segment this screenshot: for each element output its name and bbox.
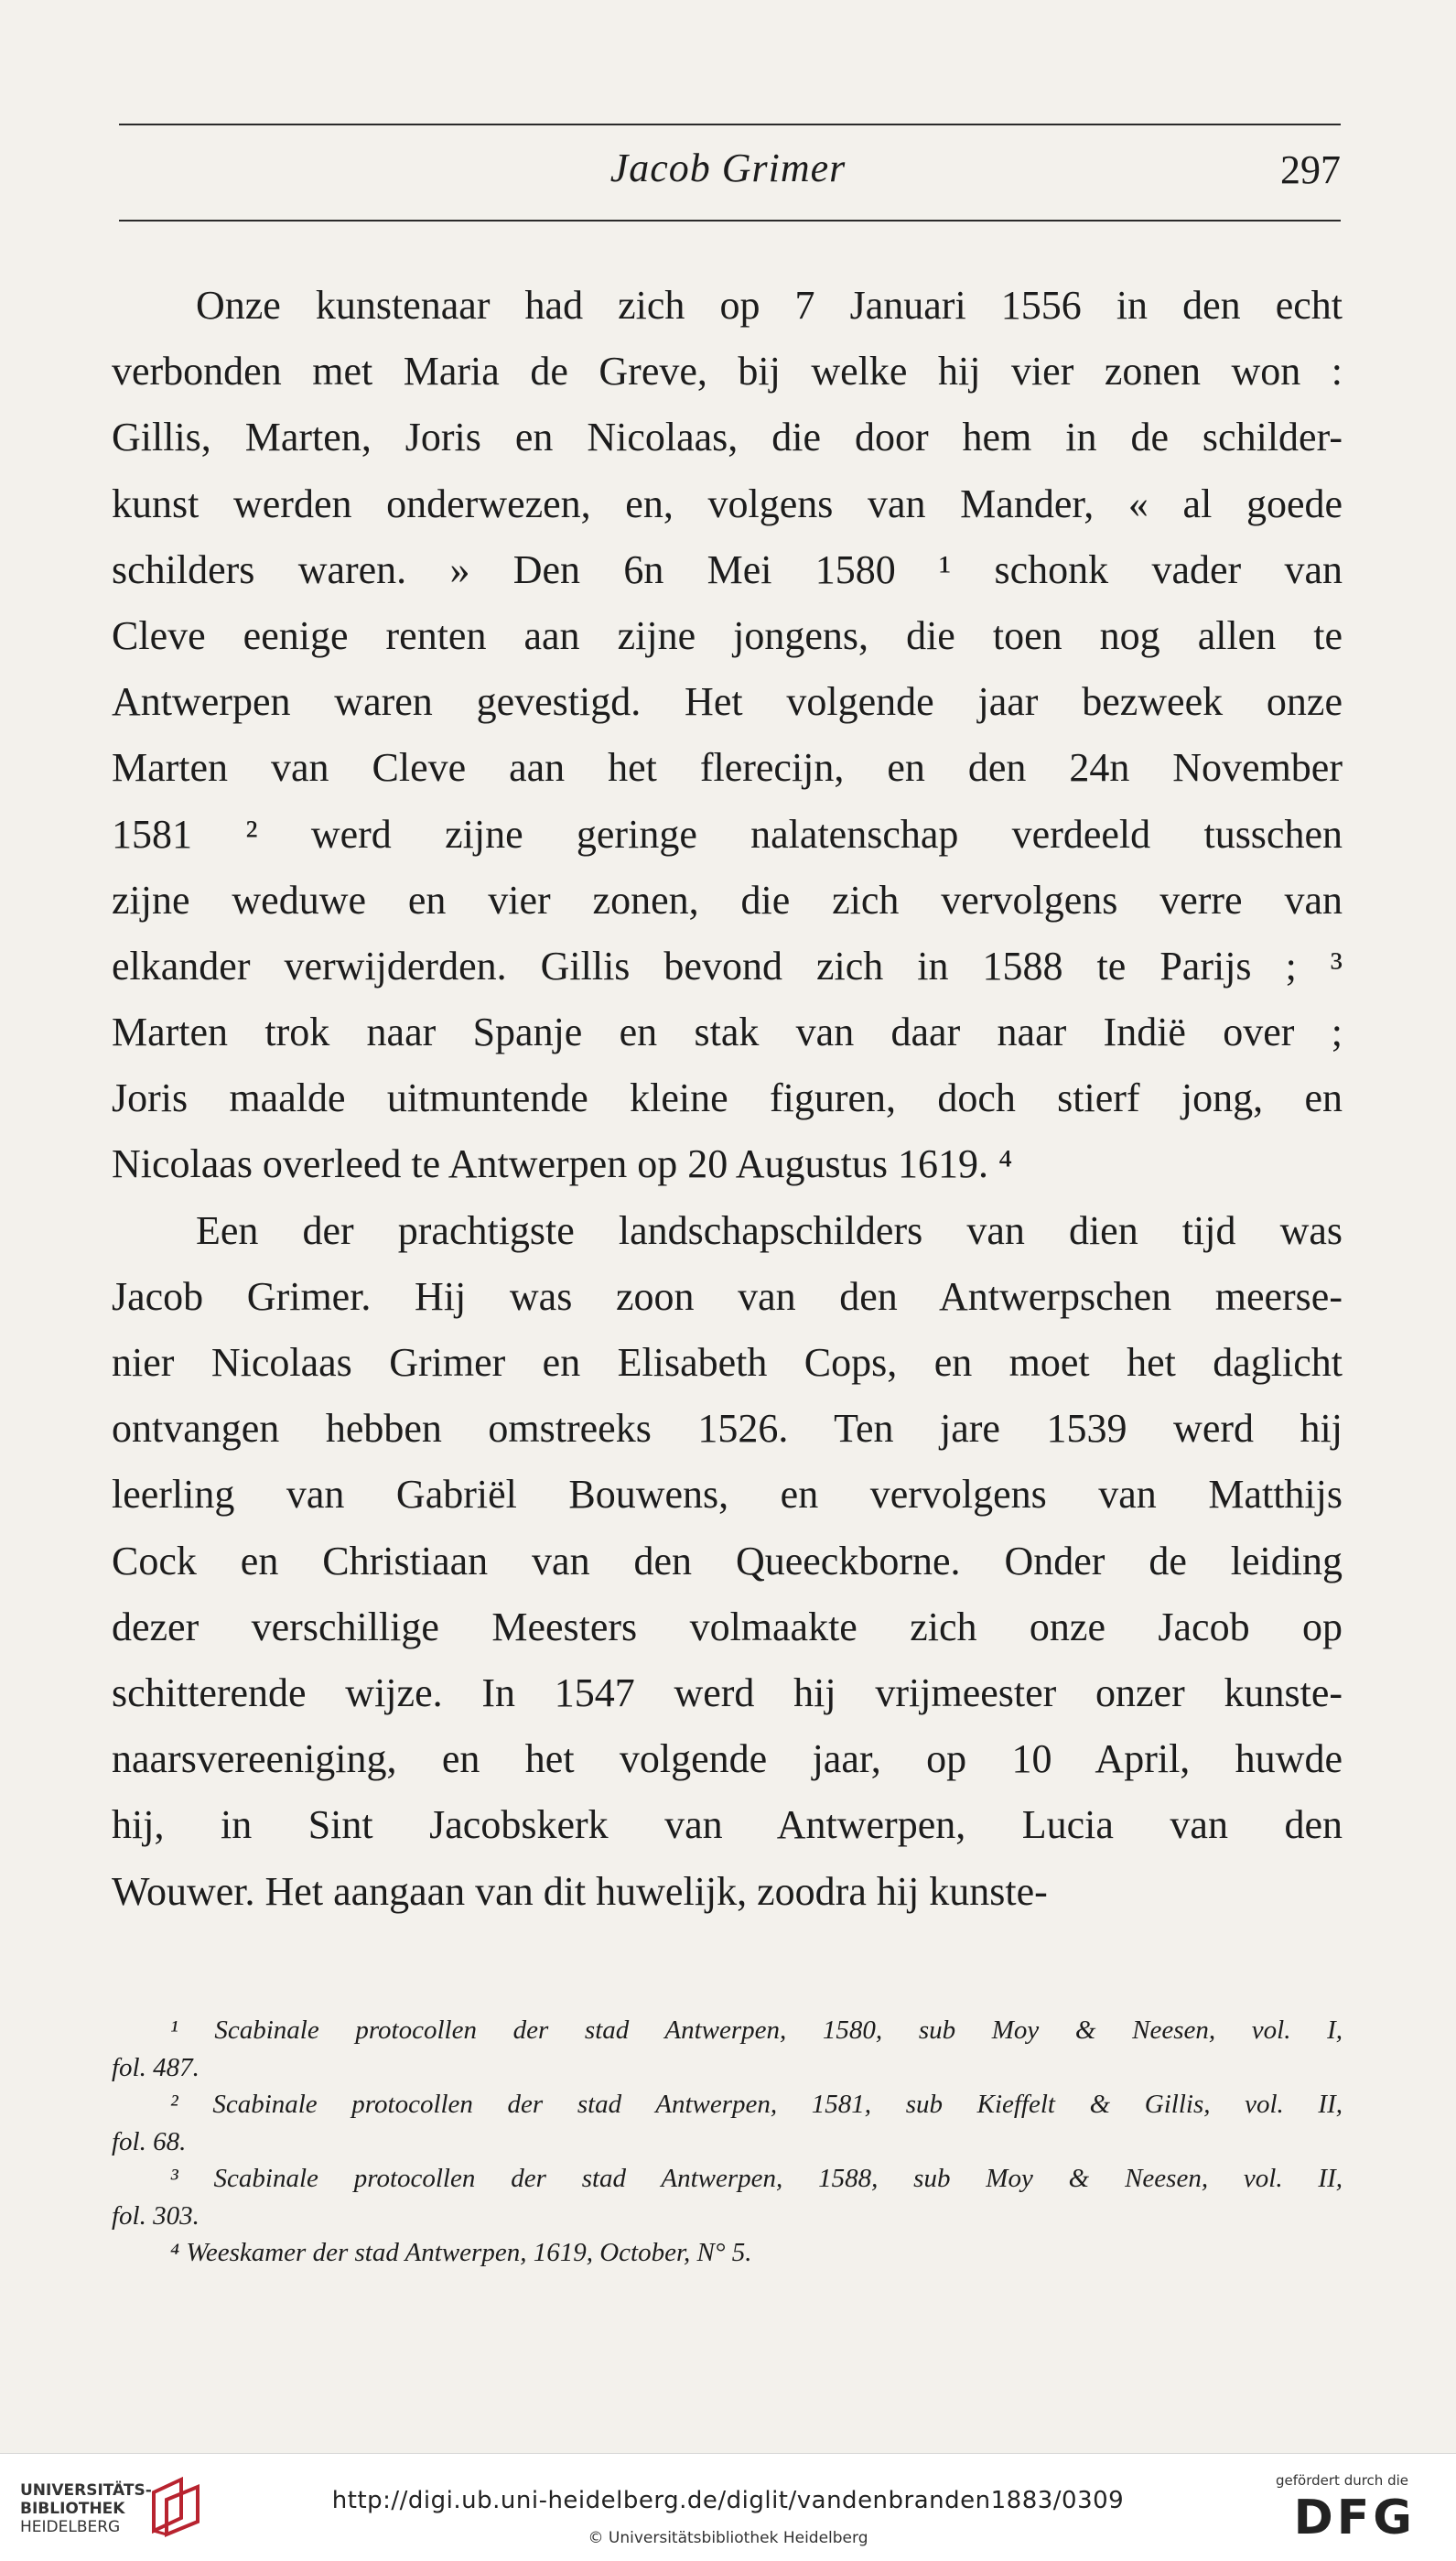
header-rule-bottom (119, 220, 1341, 222)
library-name-line: BIBLIOTHEK (20, 2500, 125, 2518)
library-name-line: UNIVERSITÄTS- (20, 2481, 152, 2500)
paragraph-1 (112, 273, 1343, 1198)
text-line: hij, in Sint Jacobskerk van Antwerpen, Lucia van den (112, 1802, 1343, 1848)
text-line: naarsvereeniging, en het volgende jaar, op 10 April, huwde (112, 1736, 1343, 1782)
text-line: elkander verwijderden. Gillis bevond zich in 1588 te Parijs ; ³ (112, 943, 1343, 989)
text-line: kunst werden onderwezen, en, volgens van Mander, « al goede (112, 481, 1343, 526)
footnote-2-line: fol. 68. (112, 2126, 187, 2156)
text-line: dezer verschillige Meesters volmaakte zich onze Jacob op (112, 1604, 1343, 1649)
header-rule-top (119, 124, 1341, 125)
text-line: Een der prachtigste landschapschilders van dien tijd was (196, 1207, 1343, 1253)
text-line: schilders waren. » Den 6n Mei 1580 ¹ schonk vader van (112, 546, 1343, 592)
footnote-1-line: fol. 487. (112, 2052, 200, 2082)
text-line: ontvangen hebben omstreeks 1526. Ten jare 1539 werd hij (112, 1406, 1343, 1452)
permalink-url[interactable]: http://digi.ub.uni-heidelberg.de/diglit/vandenbranden1883/0309 (331, 2487, 1125, 2514)
funding-label: gefördert durch die (1276, 2472, 1408, 2489)
text-line: Marten van Cleve aan het flerecijn, en den 24n November (112, 745, 1343, 791)
text-line: Gillis, Marten, Joris en Nicolaas, die door hem in de schilder- (112, 415, 1343, 460)
footnote-4-line: ⁴ Weeskamer der stad Antwerpen, 1619, October, N° 5. (170, 2238, 752, 2267)
text-line: zijne weduwe en vier zonen, die zich vervolgens verre van (112, 877, 1343, 923)
text-line: Wouwer. Het aangaan van dit huwelijk, zoodra hij kunste- (112, 1868, 1048, 1914)
text-line: Nicolaas overleed te Antwerpen op 20 Augustus 1619. ⁴ (112, 1141, 1013, 1187)
dfg-logo: DFG (1293, 2491, 1416, 2545)
text-line: schitterende wijze. In 1547 werd hij vrijmeester onzer kunste- (112, 1670, 1343, 1715)
text-line: leerling van Gabriël Bouwens, en vervolgens van Matthijs (112, 1472, 1343, 1518)
footnote-1-line: ¹ Scabinale protocollen der stad Antwerpen, 1580, sub Moy & Neesen, vol. I, (170, 2015, 1343, 2045)
footnotes (112, 2012, 1343, 2272)
paragraph-2 (112, 1198, 1343, 1925)
text-line: Marten trok naar Spanje en stak van daar naar Indië over ; (112, 1010, 1343, 1055)
text-line: Cock en Christiaan van den Queeckborne. Onder de leiding (112, 1538, 1343, 1583)
body-text (112, 273, 1343, 1925)
viewer-footer (0, 2453, 1456, 2561)
copyright-notice: © Universitätsbibliothek Heidelberg (588, 2529, 868, 2547)
footnote-3-line: fol. 303. (112, 2200, 200, 2231)
text-line: Cleve eenige renten aan zijne jongens, die toen nog allen te (112, 612, 1343, 658)
text-line: nier Nicolaas Grimer en Elisabeth Cops, en moet het daglicht (112, 1340, 1343, 1385)
page-number: 297 (1280, 147, 1341, 192)
footnote-2-line: ² Scabinale protocollen der stad Antwerpen, 1581, sub Kieffelt & Gillis, vol. II, (170, 2090, 1343, 2119)
text-line: verbonden met Maria de Greve, bij welke hij vier zonen won : (112, 349, 1343, 394)
running-header-title: Jacob Grimer (609, 146, 847, 190)
text-line: Antwerpen waren gevestigd. Het volgende jaar bezweek onze (112, 679, 1343, 725)
library-name-line: HEIDELBERG (20, 2518, 121, 2536)
text-line: Onze kunstenaar had zich op 7 Januari 1556 in den echt (196, 283, 1343, 328)
text-line: Jacob Grimer. Hij was zoon van den Antwerpschen meerse- (112, 1273, 1343, 1319)
footnote-3-line: ³ Scabinale protocollen der stad Antwerpen, 1588, sub Moy & Neesen, vol. II, (170, 2164, 1343, 2193)
text-line: Joris maalde uitmuntende kleine figuren, doch stierf jong, en (112, 1075, 1343, 1121)
text-line: 1581 ² werd zijne geringe nalatenschap verdeeld tusschen (112, 811, 1343, 857)
